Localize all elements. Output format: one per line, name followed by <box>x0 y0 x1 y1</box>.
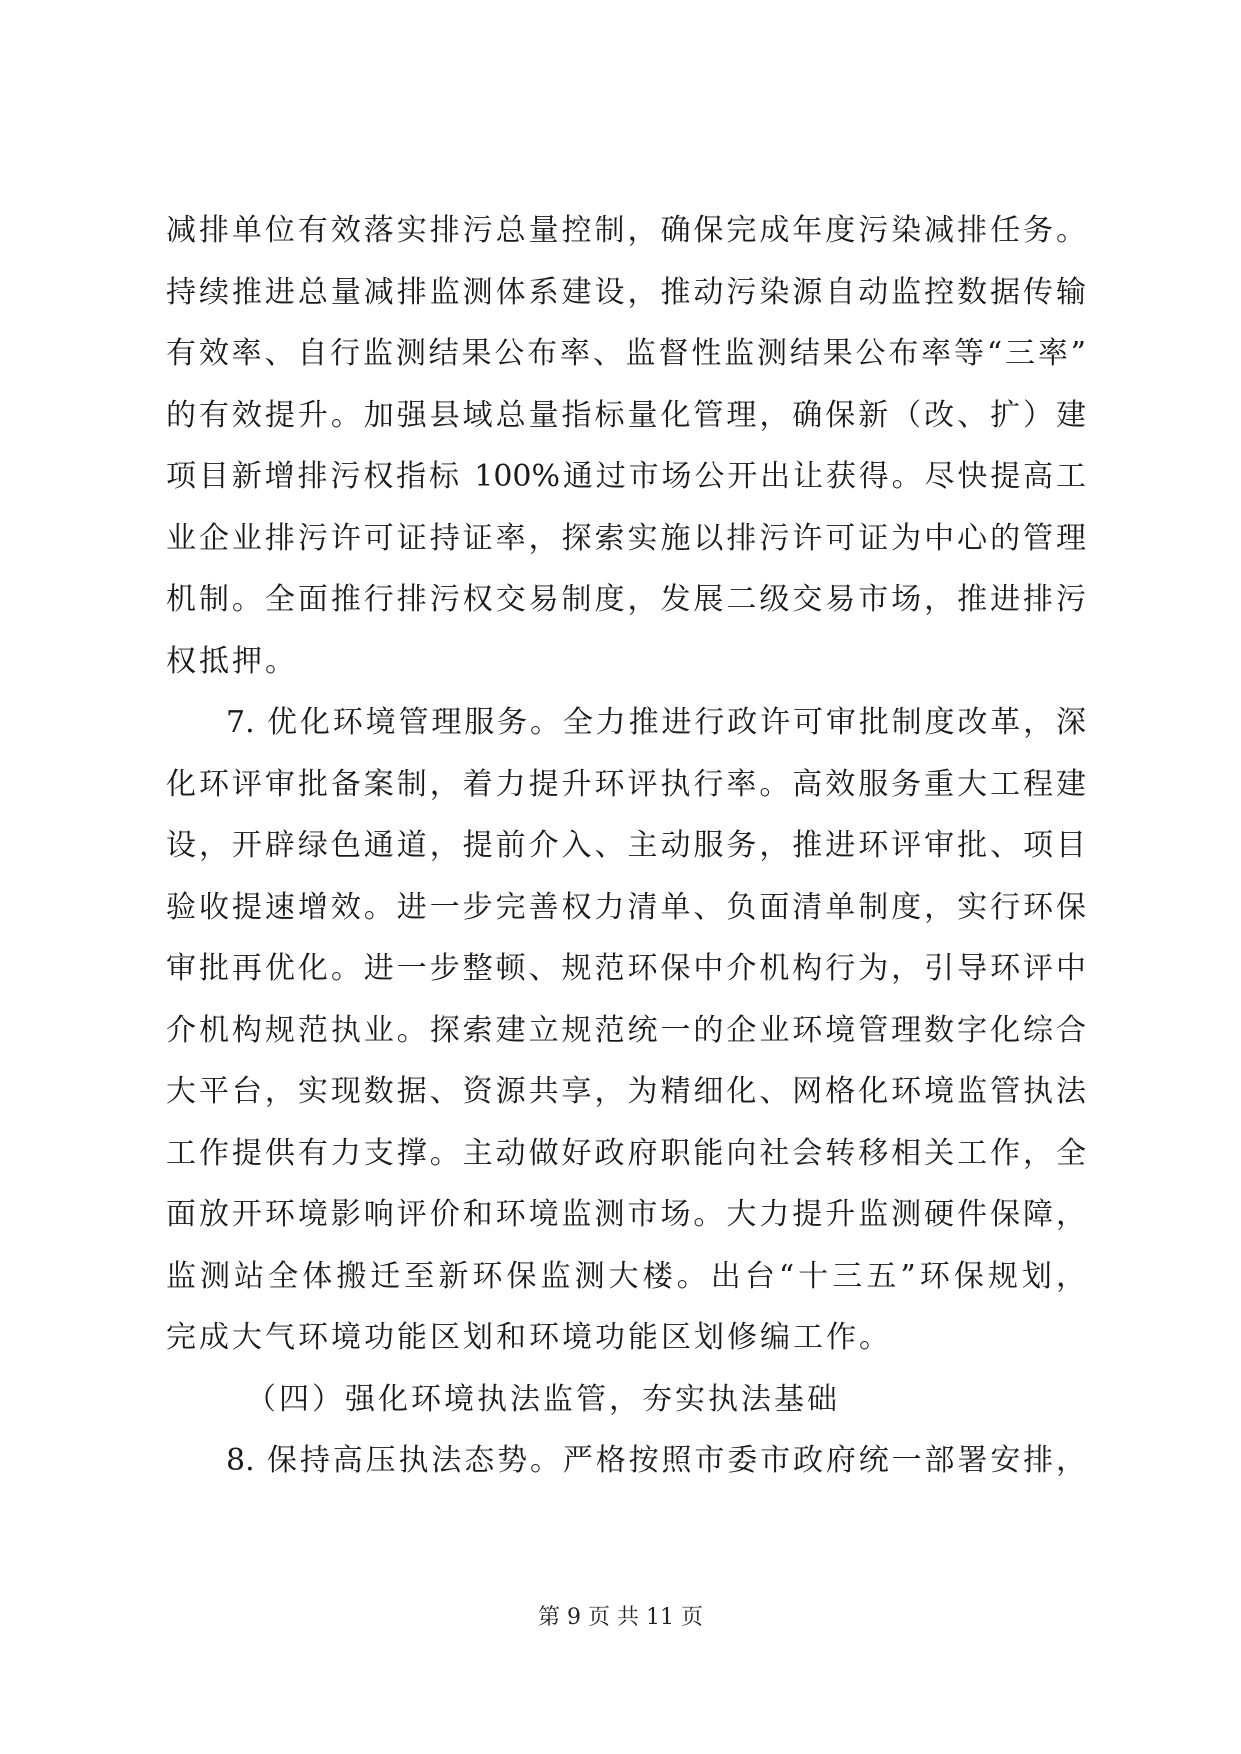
text-line: 持续推进总量减排监测体系建设，推动污染源自动监控数据传输 <box>166 274 1086 310</box>
text-line: 验收提速增效。进一步完善权力清单、负面清单制度，实行环保 <box>166 889 1086 925</box>
text-line: 设，开辟绿色通道，提前介入、主动服务，推进环评审批、项目 <box>166 828 1086 863</box>
text-line: 有效率、自行监测结果公布率、监督性监测结果公布率等“三率” <box>166 336 1086 371</box>
section-heading: （四）强化环境执法监管，夯实执法基础 <box>246 1381 840 1417</box>
text-line: 大平台，实现数据、资源共享，为精细化、网格化环境监管执法 <box>166 1074 1086 1109</box>
text-line: 监测站全体搬迁至新环保监测大楼。出台“十三五”环保规划， <box>166 1258 1086 1294</box>
text-line: 工作提供有力支撑。主动做好政府职能向社会转移相关工作，全 <box>166 1135 1086 1171</box>
paragraph-start-line: 8. 保持高压执法态势。严格按照市委市政府统一部署安排， <box>226 1443 1086 1478</box>
text-line: 项目新增排污权指标 100%通过市场公开出让获得。尽快提高工 <box>166 459 1086 494</box>
text-line: 减排单位有效落实排污总量控制，确保完成年度污染减排任务。 <box>166 213 1086 248</box>
text-line: 介机构规范执业。探索建立规范统一的企业环境管理数字化综合 <box>166 1012 1086 1048</box>
text-line: 业企业排污许可证持证率，探索实施以排污许可证为中心的管理 <box>166 520 1086 556</box>
text-line: 机制。全面推行排污权交易制度，发展二级交易市场，推进排污 <box>166 582 1086 617</box>
text-line: 化环评审批备案制，着力提升环评执行率。高效服务重大工程建 <box>166 766 1086 802</box>
paragraph-start-line: 7. 优化环境管理服务。全力推进行政许可审批制度改革，深 <box>226 705 1086 740</box>
text-line: 审批再优化。进一步整顿、规范环保中介机构行为，引导环评中 <box>166 951 1086 986</box>
text-line: 完成大气环境功能区划和环境功能区划修编工作。 <box>166 1320 892 1355</box>
text-line: 的有效提升。加强县域总量指标量化管理，确保新（改、扩）建 <box>166 397 1086 433</box>
text-line: 面放开环境影响评价和环境监测市场。大力提升监测硬件保障， <box>166 1197 1086 1232</box>
page-footer: 第 9 页 共 11 页 <box>538 1605 703 1630</box>
text-line: 权抵押。 <box>166 643 298 679</box>
document-body <box>166 200 1086 1492</box>
